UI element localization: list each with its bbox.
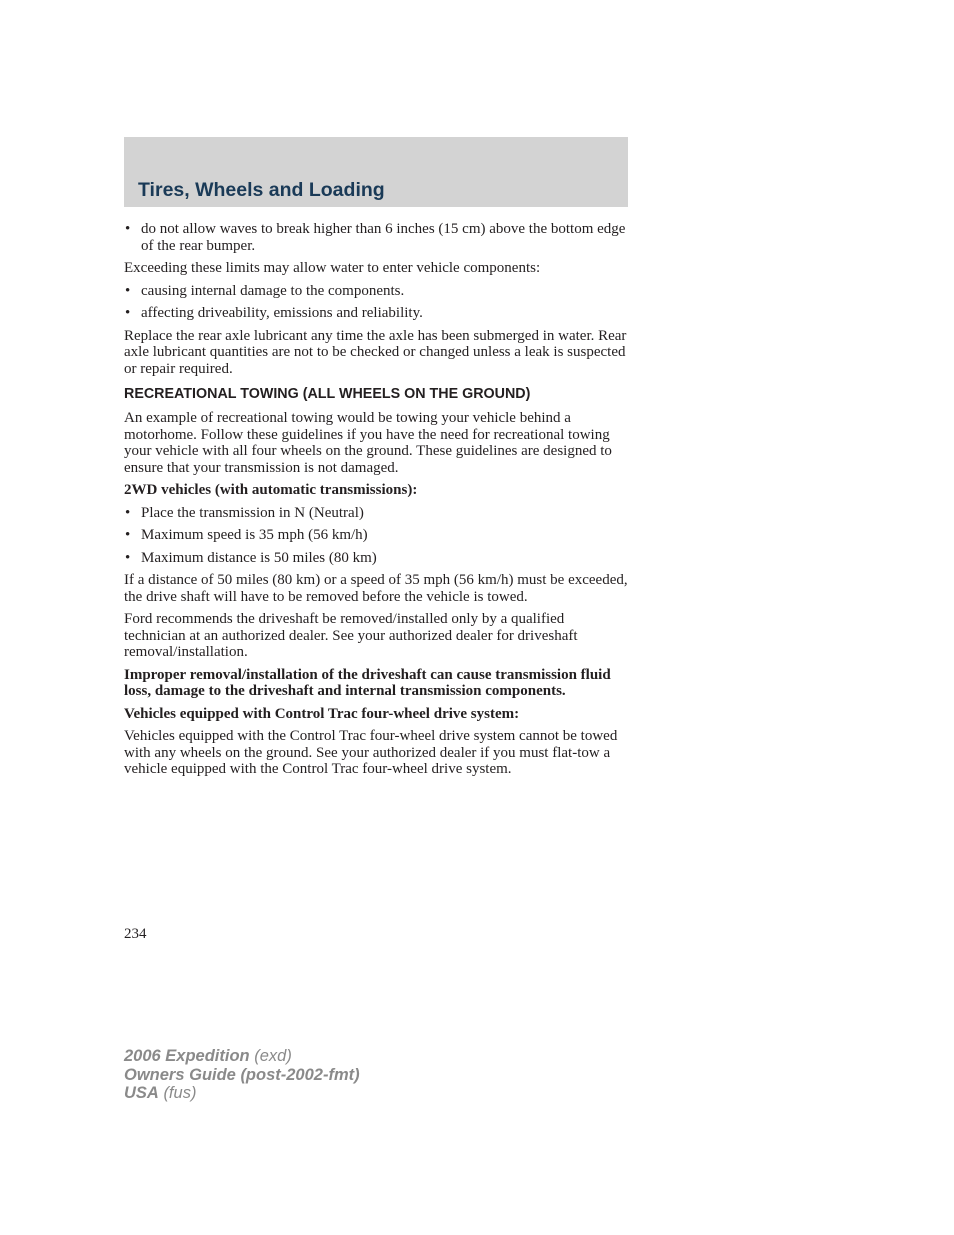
footer-market: USA <box>124 1084 159 1102</box>
list-item <box>124 550 629 567</box>
bullet-icon: • <box>125 282 131 299</box>
document-footer <box>124 1047 360 1103</box>
paragraph: If a distance of 50 miles (80 km) or a speed of 35 mph (56 km/h) must be exceeded, the drive shaft will have to be removed before the vehicle is towed. <box>124 572 628 605</box>
list-item <box>124 221 629 254</box>
subheading: Vehicles equipped with Control Trac four-wheel drive system: <box>124 705 520 722</box>
footer-guide: Owners Guide (post-2002-fmt) <box>124 1065 360 1084</box>
footer-model-code: (exd) <box>254 1047 292 1065</box>
section-heading: RECREATIONAL TOWING (ALL WHEELS ON THE GROUND) <box>124 386 531 402</box>
bullet-icon: • <box>125 549 131 566</box>
warning-text: Improper removal/installation of the driveshaft can cause transmission fluid loss, damage to the driveshaft and internal transmission components. <box>124 666 611 699</box>
paragraph: An example of recreational towing would be towing your vehicle behind a motorhome. Follow these guidelines if you have the need for recreational towing your vehicle with all four wheels on the ground. These guidelines are designed to ensure that your transmission is not damaged. <box>124 410 612 476</box>
list-item <box>124 527 629 544</box>
list-item-text: Maximum speed is 35 mph (56 km/h) <box>141 527 368 543</box>
bullet-icon: • <box>125 527 131 543</box>
subheading: 2WD vehicles (with automatic transmissions): <box>124 482 418 498</box>
section-title: Tires, Wheels and Loading <box>138 179 385 201</box>
paragraph: Vehicles equipped with the Control Trac four-wheel drive system cannot be towed with any wheels on the ground. See your authorized dealer if you must flat-tow a vehicle equipped with the Control Trac four-wheel drive system. <box>124 728 618 777</box>
page-content <box>124 221 629 784</box>
footer-line <box>124 1084 360 1103</box>
paragraph: Exceeding these limits may allow water to enter vehicle components: <box>124 260 541 276</box>
footer-market-code: (fus) <box>163 1084 197 1102</box>
list-item-text: Place the transmission in N (Neutral) <box>141 504 364 521</box>
list-item-text: do not allow waves to break higher than 6 inches (15 cm) above the bottom edge of the rear bumper. <box>141 221 626 254</box>
bullet-icon: • <box>125 305 131 321</box>
paragraph: Replace the rear axle lubricant any time the axle has been submerged in water. Rear axle lubricant quantities are not to be checked or changed unless a leak is suspected or repair required. <box>124 327 627 377</box>
list-item-text: Maximum distance is 50 miles (80 km) <box>141 549 377 566</box>
list-item <box>124 305 629 322</box>
list-item <box>124 283 629 300</box>
page-number: 234 <box>124 926 147 942</box>
footer-model: 2006 Expedition <box>124 1047 250 1065</box>
footer-line <box>124 1047 360 1066</box>
list-item-text: causing internal damage to the components. <box>141 282 405 299</box>
section-header-band <box>124 137 628 207</box>
list-item <box>124 505 629 522</box>
paragraph: Ford recommends the driveshaft be removed/installed only by a qualified technician at an authorized dealer. See your authorized dealer for driveshaft removal/installation. <box>124 611 578 660</box>
list-item-text: affecting driveability, emissions and reliability. <box>141 305 423 321</box>
bullet-icon: • <box>125 221 131 237</box>
bullet-icon: • <box>125 504 131 521</box>
